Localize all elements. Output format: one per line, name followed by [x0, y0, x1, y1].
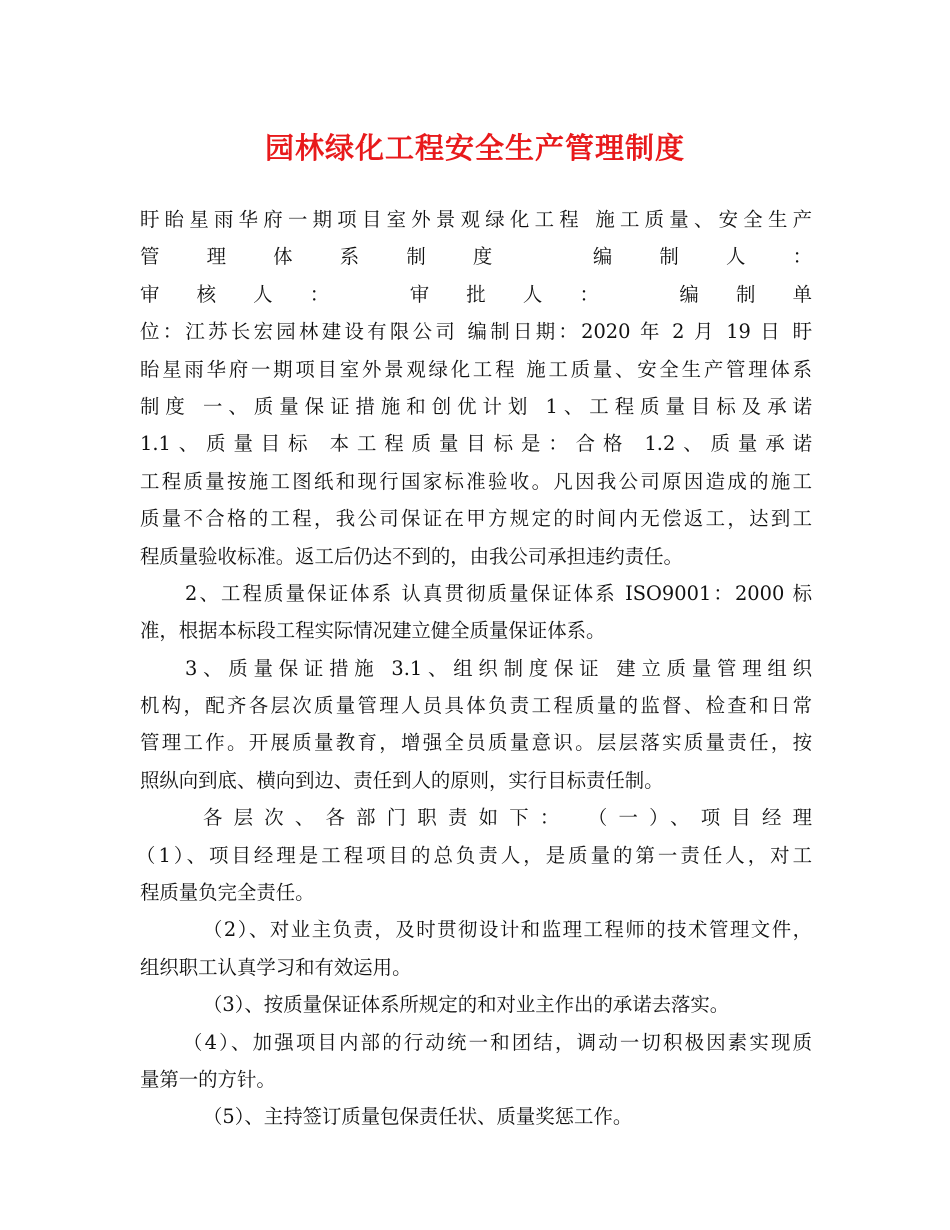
text-line: 程质量负完全责任。: [140, 881, 315, 905]
text-line: 程质量验收标准。返工后仍达不到的，由我公司承担违约责任。: [140, 544, 683, 568]
text-line: 3、质量保证措施 3.1、组织制度保证 建立质量管理组织: [185, 656, 812, 680]
text-line: 盱眙星雨华府一期项目室外景观绿化工程 施工质量、安全生产: [140, 208, 812, 231]
text-line: 工程质量按施工图纸和现行国家标准验收。凡因我公司原因造成的施工: [140, 469, 812, 493]
text-line: 质量不合格的工程，我公司保证在甲方规定的时间内无偿返工，达到工: [140, 507, 812, 531]
text-line: 位：江苏长宏园林建设有限公司 编制日期：2020 年 2 月 19 日 盱: [140, 320, 812, 344]
text-line: （1）、项目经理是工程项目的总负责人，是质量的第一责任人，对工: [136, 843, 812, 867]
text-line: （5）、主持签订质量包保责任状、质量奖惩工作。: [203, 1105, 633, 1129]
text-line: 照纵向到底、横向到边、责任到人的原则，实行目标责任制。: [140, 768, 664, 792]
text-line: （2）、对业主负责，及时贯彻设计和监理工程师的技术管理文件，: [203, 918, 812, 942]
text-line: （4）、加强项目内部的行动统一和团结，调动一切积极因素实现质: [183, 1030, 812, 1054]
document-title: 园林绿化工程安全生产管理制度: [264, 131, 685, 165]
text-line: 眙星雨华府一期项目室外景观绿化工程 施工质量、安全生产管理体系: [140, 357, 812, 381]
text-line: 管理体系制度 编制人：: [140, 245, 812, 269]
text-line: 量第一的方针。: [140, 1067, 276, 1091]
text-line: 准，根据本标段工程实际情况建立健全质量保证体系。: [140, 619, 606, 643]
text-line: （3）、按质量保证体系所规定的和对业主作出的承诺去落实。: [203, 993, 730, 1017]
text-line: 审核人： 审批人： 编制单: [140, 282, 812, 306]
text-line: 机构，配齐各层次质量管理人员具体负责工程质量的监督、检查和日常: [140, 694, 812, 718]
text-line: 制度 一、质量保证措施和创优计划 1、工程质量目标及承诺: [140, 394, 812, 418]
text-line: 1.1、质量目标 本工程质量目标是：合格 1.2、质量承诺: [140, 432, 812, 456]
text-line: 组织职工认真学习和有效运用。: [140, 955, 412, 979]
text-line: 2、工程质量保证体系 认真贯彻质量保证体系 ISO9001：2000 标: [185, 581, 812, 605]
document-body: [136, 201, 812, 1136]
text-line: 管理工作。开展质量教育，增强全员质量意识。层层落实质量责任，按: [140, 731, 812, 755]
text-line: 各层次、各部门职责如下： （一）、项目经理: [203, 806, 812, 830]
